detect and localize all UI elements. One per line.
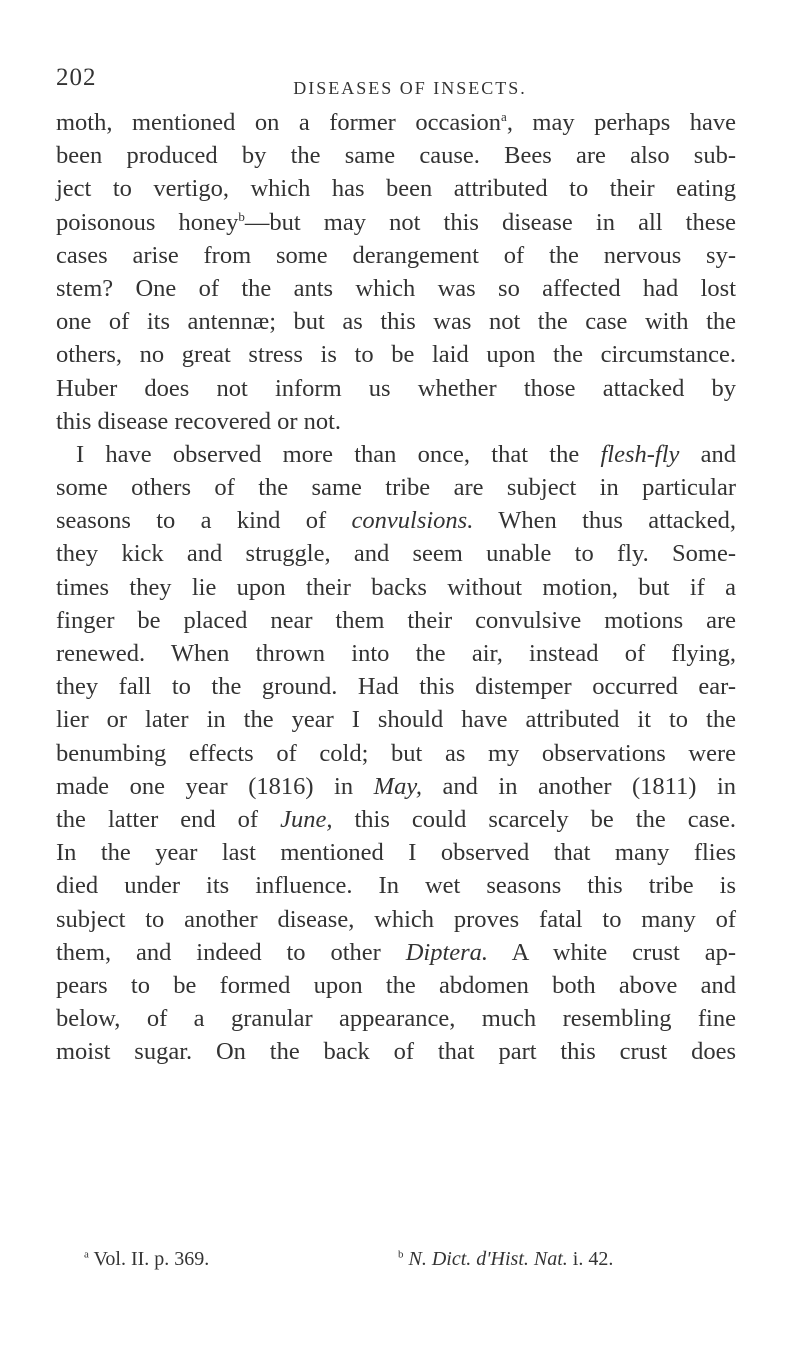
text-line: moist sugar. On the back of that part this crust does <box>56 1038 736 1066</box>
text-line: this disease recovered or not. <box>56 407 342 435</box>
text-line: times they lie upon their backs without motion, but if a <box>56 573 736 601</box>
text-span: made one year (1816) in <box>56 772 354 800</box>
text-span: —but may not this disease in all these <box>244 208 737 236</box>
text-span: poisonous honey <box>56 208 239 236</box>
text-span: A white crust ap- <box>511 938 736 966</box>
text-line <box>56 936 736 969</box>
text-span: the latter end of <box>56 805 259 833</box>
text-line: subject to another disease, which proves fatal to many of <box>56 905 736 933</box>
text-span: I have observed more than once, that the <box>76 440 580 468</box>
body-text <box>56 106 736 1068</box>
text-span: and <box>700 440 737 468</box>
text-line: stem? One of the ants which was so affected had lost <box>56 274 736 302</box>
text-line <box>56 803 736 836</box>
footnote-ref-b: b <box>238 208 245 224</box>
italic-term: flesh-fly <box>600 440 680 468</box>
italic-term: May, <box>373 772 422 800</box>
text-line: others, no great stress is to be laid upon the circumstance. <box>56 341 736 369</box>
italic-term: June, <box>280 805 333 833</box>
running-head: DISEASES OF INSECTS. <box>293 78 527 98</box>
text-line: renewed. When thrown into the air, instead of flying, <box>56 640 736 667</box>
footnote-mark: a <box>84 1248 89 1261</box>
page-number: 202 <box>56 64 97 91</box>
text-line: been produced by the same cause. Bees are also sub- <box>56 142 736 170</box>
text-span: seasons to a kind of <box>56 507 327 535</box>
text-line: In the year last mentioned I observed that many flies <box>56 839 736 867</box>
text-line: Huber does not inform us whether those attacked by <box>56 374 736 402</box>
text-line: died under its influence. In wet seasons this tribe is <box>56 872 736 900</box>
text-line <box>56 504 736 537</box>
text-line: below, of a granular appearance, much resembling fine <box>56 1005 736 1033</box>
text-line: they kick and struggle, and seem unable to fly. Some- <box>56 540 736 568</box>
footnote-source: N. Dict. d'Hist. Nat. <box>408 1248 568 1270</box>
text-span: , may perhaps have <box>506 109 737 136</box>
text-span: and in another (1811) in <box>442 772 737 800</box>
text-line: one of its antennæ; but as this was not the case with the <box>56 308 736 336</box>
text-span: moth, mentioned on a former occasion <box>56 109 502 136</box>
footnote-b <box>398 1248 613 1271</box>
text-line: ject to vertigo, which has been attributed to their eating <box>56 175 736 203</box>
text-line: benumbing effects of cold; but as my observations were <box>56 739 736 767</box>
text-line: they fall to the ground. Had this distemper occurred ear- <box>56 673 736 701</box>
text-line: some others of the same tribe are subject in particular <box>56 474 736 502</box>
text-span: them, and indeed to other <box>56 938 381 966</box>
footnote-a <box>84 1248 209 1271</box>
text-line <box>56 106 736 139</box>
text-line: lier or later in the year I should have attributed it to the <box>56 706 736 734</box>
text-line <box>56 770 736 803</box>
footnote-text: Vol. II. p. 369. <box>93 1248 210 1270</box>
footnote-text: i. 42. <box>572 1248 614 1270</box>
text-line <box>56 206 736 239</box>
italic-term: convulsions. <box>351 507 474 535</box>
text-line: pears to be formed upon the abdomen both above and <box>56 971 736 999</box>
text-line <box>56 438 736 471</box>
italic-term: Diptera. <box>405 938 489 966</box>
footnote-mark: b <box>398 1248 404 1261</box>
footnote-ref-a: a <box>501 108 507 124</box>
text-line: cases arise from some derangement of the nervous sy- <box>56 241 736 269</box>
text-line: finger be placed near them their convulsive motions are <box>56 606 736 634</box>
text-span: When thus attacked, <box>498 507 737 535</box>
text-span: this could scarcely be the case. <box>354 805 736 833</box>
